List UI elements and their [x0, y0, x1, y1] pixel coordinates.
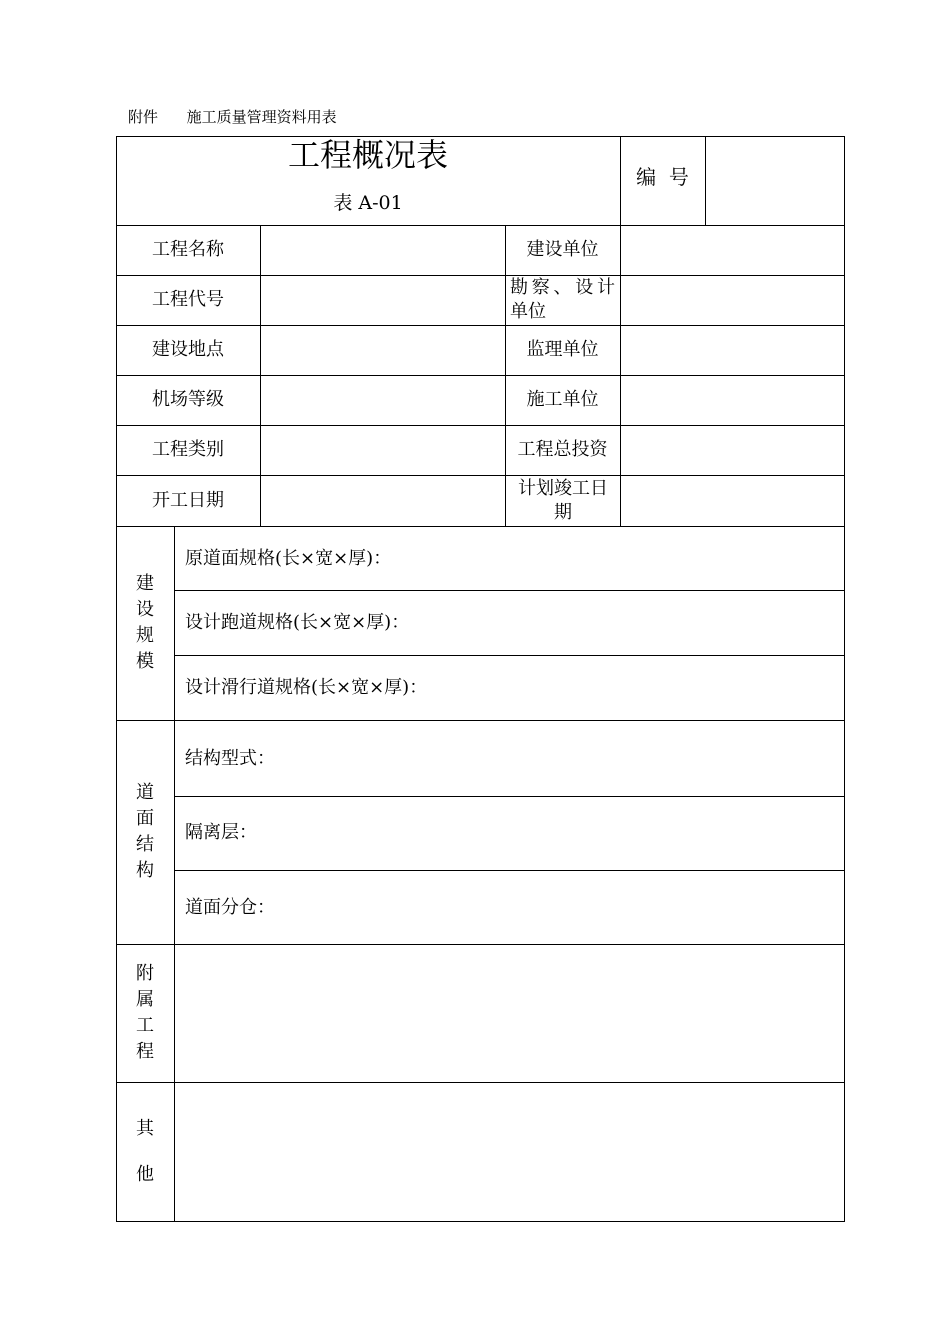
- label-char: 结: [136, 834, 154, 855]
- divider: [174, 870, 845, 871]
- label-project-code: 工程代号: [152, 289, 224, 311]
- label-contractor-unit: 施工单位: [526, 389, 599, 411]
- label-char: 面: [136, 808, 154, 829]
- number-label: 编 号: [636, 165, 689, 189]
- section-label-ancillary-works: [116, 944, 174, 1082]
- label-planned-completion-date: 计划竣工日期: [518, 477, 608, 523]
- item-original-pavement-spec[interactable]: 原道面规格(长×宽×厚)：: [185, 548, 392, 569]
- label-char: 其: [136, 1118, 154, 1139]
- label-project-category: 工程类别: [152, 439, 224, 461]
- divider: [174, 655, 845, 656]
- section-label-other: [116, 1082, 174, 1222]
- document-header: [128, 106, 337, 127]
- field-other[interactable]: [175, 1083, 844, 1221]
- field-project-category[interactable]: [261, 426, 504, 475]
- section-label-construction-scale: [116, 526, 174, 720]
- attachment-label: 附件: [128, 108, 159, 126]
- label-char: 工: [136, 1015, 154, 1036]
- item-taxiway-spec[interactable]: 设计滑行道规格(长×宽×厚)：: [185, 677, 428, 698]
- form-code: 表 A-01: [333, 192, 403, 214]
- field-airport-grade[interactable]: [261, 376, 504, 425]
- label-char: 附: [136, 963, 154, 984]
- field-total-investment[interactable]: [621, 426, 844, 475]
- divider: [116, 720, 845, 721]
- label-char: 程: [136, 1041, 154, 1062]
- label-char: 道: [136, 782, 154, 803]
- item-isolation-layer[interactable]: 隔离层：: [185, 822, 257, 843]
- field-project-code[interactable]: [261, 276, 504, 325]
- label-total-investment: 工程总投资: [517, 439, 608, 461]
- label-start-date: 开工日期: [152, 489, 224, 511]
- field-start-date[interactable]: [261, 476, 504, 526]
- field-construction-site[interactable]: [261, 326, 504, 375]
- label-char: 模: [136, 651, 154, 672]
- field-supervision-unit[interactable]: [621, 326, 844, 375]
- label-char: 他: [136, 1164, 154, 1185]
- label-airport-grade: 机场等级: [152, 389, 224, 411]
- label-char: 设: [136, 599, 154, 620]
- field-survey-design-unit[interactable]: [621, 276, 844, 325]
- label-construction-site: 建设地点: [152, 339, 224, 361]
- item-structure-type[interactable]: 结构型式：: [185, 748, 275, 769]
- number-field[interactable]: [706, 137, 844, 224]
- divider: [116, 526, 845, 527]
- label-char: 建: [136, 573, 154, 594]
- section-label-pavement-structure: [116, 720, 174, 944]
- divider: [174, 796, 845, 797]
- divider: [174, 590, 845, 591]
- label-supervision-unit: 监理单位: [526, 339, 599, 361]
- form-title: 工程概况表: [287, 136, 448, 174]
- header-subtitle: 施工质量管理资料用表: [186, 108, 337, 126]
- label-project-name: 工程名称: [152, 239, 224, 261]
- item-runway-spec[interactable]: 设计跑道规格(长×宽×厚)：: [185, 612, 410, 633]
- label-survey-design-unit: 勘察、设计单位: [510, 277, 615, 322]
- field-project-name[interactable]: [261, 226, 504, 275]
- field-contractor-unit[interactable]: [621, 376, 844, 425]
- label-char: 规: [136, 625, 154, 646]
- item-pavement-division[interactable]: 道面分仓：: [185, 897, 275, 918]
- field-planned-completion-date[interactable]: [621, 476, 844, 526]
- label-char: 构: [136, 860, 154, 881]
- label-char: 属: [136, 989, 154, 1010]
- field-ancillary-works[interactable]: [175, 945, 844, 1082]
- field-construction-unit[interactable]: [621, 226, 844, 275]
- label-construction-unit: 建设单位: [526, 239, 599, 261]
